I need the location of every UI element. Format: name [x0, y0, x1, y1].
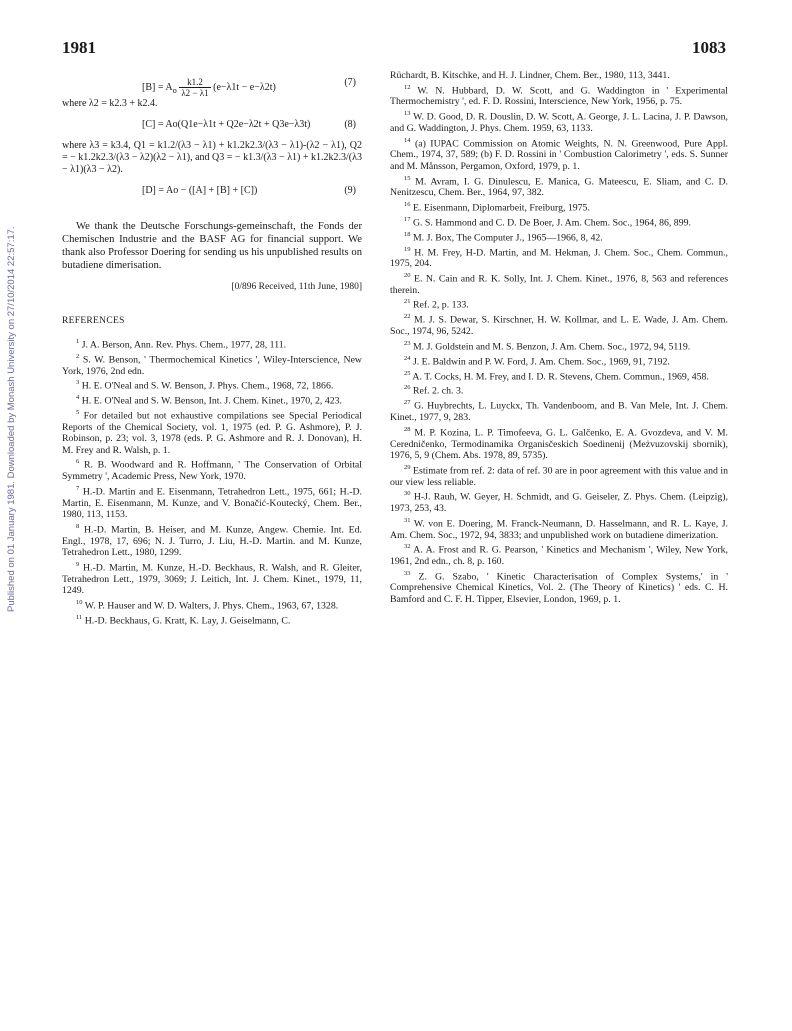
reference-text: Rüchardt, B. Kitschke, and H. J. Lindner, Chem. Ber., 1980, 113, 3441. [390, 70, 670, 81]
reference-number: 13 [404, 110, 411, 118]
reference-number: 9 [76, 561, 80, 569]
reference-text: Z. G. Szabo, ' Kinetic Characterisation of Complex Systems,' in ' Comprehensive Chemical Kinetics, Vol. 2. (The Theory of Kinetics) ' eds. C. H. Bamford and C. F. H. Tipper, Elsevier, London, 1969, p. 1. [390, 570, 729, 605]
equation-7-numerator: k1.2 [179, 77, 210, 88]
reference-item [390, 382, 728, 397]
reference-number: 15 [404, 174, 411, 182]
reference-number: 16 [404, 201, 411, 208]
reference-text: H. M. Frey, H-D. Martin, and M. Hekman, J. Chem. Soc., Chem. Commun., 1975, 204. [390, 246, 728, 270]
reference-text: R. B. Woodward and R. Hoffmann, ' The Conservation of Orbital Symmetry ', Academic Press, New York, 1970. [62, 459, 363, 483]
reference-text: W. N. Hubbard, D. W. Scott, and G. Waddington in ' Experimental Thermochemistry ', ed. F. D. Rossini, Interscience, New York, 1956, p. 75. [390, 84, 728, 108]
acknowledgement: We thank the Deutsche Forschungs-gemeinschaft, the Fonds der Chemischen Industrie and the BASF AG for financial support. We thank also Professor Doering for sending us his unpublished results on butadiene dimerisation. [62, 220, 362, 271]
reference-number: 32 [404, 543, 411, 551]
reference-item [390, 214, 728, 229]
references-list-right [390, 70, 728, 606]
reference-item [62, 612, 362, 627]
reference-item [62, 392, 362, 407]
reference-number: 30 [404, 490, 411, 498]
equation-7 [62, 72, 362, 98]
reference-item [390, 229, 728, 244]
reference-item [390, 568, 728, 606]
reference-text: G. Huybrechts, L. Luyckx, Th. Vandenboom, and B. Van Mele, Int. J. Chem. Kinet., 1977, 9, 283. [390, 400, 729, 424]
reference-item [390, 368, 728, 383]
reference-item [62, 336, 362, 351]
reference-number: 7 [76, 484, 80, 492]
reference-item [390, 515, 728, 541]
reference-text: M. Avram, I. G. Dinulescu, E. Manica, G. Mateescu, E. Sliam, and C. D. Nenitzescu, Chem. Ber., 1964, 97, 382. [390, 175, 728, 199]
reference-number: 33 [404, 569, 411, 577]
reference-number: 5 [76, 408, 80, 416]
reference-number: 25 [404, 369, 411, 377]
reference-number: 1 [76, 337, 80, 345]
reference-number: 14 [404, 136, 411, 144]
reference-text: W. D. Good, D. R. Douslin, D. W. Scott, A. George, J. L. Lacina, J. P. Dawson, and G. Waddington, J. Phys. Chem. 1959, 63, 1133. [390, 111, 728, 134]
reference-item [62, 559, 362, 597]
reference-text: Ref. 2, p. 133. [412, 299, 469, 311]
equation-9 [62, 180, 362, 202]
reference-text: Estimate from ref. 2: data of ref. 30 are in poor agreement with this value and in our view less reliable. [390, 465, 728, 488]
reference-text: M. J. Box, The Computer J., 1965—1966, 8, 42. [412, 231, 603, 243]
reference-number: 28 [404, 425, 411, 433]
references-heading: REFERENCES [62, 315, 125, 326]
reference-item [390, 270, 728, 296]
reference-text: J. E. Baldwin and P. W. Ford, J. Am. Chem. Soc., 1969, 91, 7192. [412, 355, 670, 367]
reference-item [62, 597, 362, 612]
reference-number: 24 [404, 354, 411, 362]
reference-number: 29 [404, 463, 411, 471]
page-number: 1083 [692, 38, 726, 57]
reference-text: A. T. Cocks, H. M. Frey, and I. D. R. Stevens, Chem. Commun., 1969, 458. [412, 370, 709, 382]
equation-7-rhs: (e−λ1t − e−λ2t) [213, 81, 276, 93]
reference-text: S. W. Benson, ' Thermochemical Kinetics ', Wiley-Interscience, New York, 1976, 2nd edn. [62, 353, 363, 377]
reference-number: 8 [76, 522, 80, 530]
reference-item [390, 462, 728, 488]
reference-item [390, 108, 728, 134]
equation-7-lhs: [B] = A [142, 81, 173, 93]
reference-text: H.-D. Martin, M. Kunze, H.-D. Beckhaus, R. Walsh, and R. Gleiter, Tetrahedron Lett., 1979, 3069; J. Leitich, Int. J. Chem. Kinet., 1979, 11, 1249. [62, 562, 362, 597]
equation-8-body: [C] = Ao(Q1e−λ1t + Q2e−λ2t + Q3e−λ3t) [142, 118, 311, 130]
left-column [62, 70, 362, 627]
reference-item [62, 377, 362, 392]
equation-7-denominator: λ2 − λ1 [181, 88, 209, 98]
journal-year: 1981 [62, 38, 96, 57]
reference-number: 3 [76, 379, 80, 387]
references-list-left [62, 336, 362, 627]
reference-number: 6 [76, 458, 80, 466]
reference-number: 19 [404, 245, 411, 253]
reference-item [390, 311, 728, 337]
reference-text: J. A. Berson, Ann. Rev. Phys. Chem., 1977, 28, 111. [81, 339, 287, 351]
reference-text: G. S. Hammond and C. D. De Boer, J. Am. Chem. Soc., 1964, 86, 899. [412, 217, 691, 229]
reference-number: 26 [404, 384, 411, 392]
reference-text: H. E. O'Neal and S. W. Benson, Int. J. Chem. Kinet., 1970, 2, 423. [81, 395, 342, 407]
reference-text: W. von E. Doering, M. Franck-Neumann, D. Hasselmann, and R. L. Kaye, J. Am. Chem. Soc., 1972, 94, 3833; and unpublished work on butadiene dimerization. [390, 517, 728, 541]
received-date: [0/896 Received, 11th June, 1980] [231, 282, 362, 292]
reference-number: 23 [404, 339, 411, 347]
reference-number: 22 [404, 313, 411, 321]
where-lambda2: where λ2 = k2.3 + k2.4. [62, 98, 158, 109]
equation-7-fraction [179, 77, 210, 98]
reference-text: (a) IUPAC Commission on Atomic Weights, N. N. Greenwood, Pure Appl. Chem., 1974, 37, 589; (b) F. D. Rossini in ' Combustion Calorimetry ', eds. S. Sunner and M. Månsson, Pergamon, Oxford, 1979, p. 1. [390, 137, 728, 172]
reference-text: E. Eisenmann, Diplomarbeit, Freiburg, 1975. [412, 202, 590, 214]
reference-item [62, 407, 362, 457]
reference-text: W. P. Hauser and W. D. Walters, J. Phys. Chem., 1963, 67, 1328. [84, 600, 339, 612]
reference-text: E. N. Cain and R. K. Solly, Int. J. Chem. Kinet., 1976, 8, 563 and references therein. [390, 273, 729, 296]
reference-number: 20 [404, 272, 411, 280]
reference-text: Ref. 2. ch. 3. [412, 385, 464, 397]
reference-text: M. J. Goldstein and M. S. Benzon, J. Am. Chem. Soc., 1972, 94, 5119. [412, 341, 691, 353]
reference-text: H. E. O'Neal and S. W. Benson, J. Phys. Chem., 1968, 72, 1866. [81, 380, 334, 392]
reference-item [390, 296, 728, 311]
reference-item [390, 353, 728, 368]
publication-watermark: Published on 01 January 1981. Downloaded by Monash University on 27/10/2014 22:57:17. [6, 226, 17, 612]
reference-item [390, 173, 728, 199]
equation-9-number: (9) [344, 184, 356, 196]
reference-item [390, 397, 728, 423]
reference-number: 21 [404, 298, 411, 306]
reference-number: 17 [404, 215, 411, 223]
reference-text: A. A. Frost and R. G. Pearson, ' Kinetics and Mechanism ', Wiley, New York, 1961, 2nd edn., ch. 8, p. 160. [390, 544, 728, 567]
reference-item [390, 244, 728, 270]
equation-7-sub: o [172, 85, 177, 95]
reference-item [390, 82, 728, 108]
where-lambda3: where λ3 = k3.4, Q1 = k1.2/(λ3 − λ1) + k1.2k2.3/(λ3 − λ1)-(λ2 − λ1), Q2 = − k1.2k2.3/(λ3 − λ2)(λ2 − λ1), and Q3 = − k1.3/(λ3 − λ1) + k1.2k2.3/(λ3 − λ1)(λ3 − λ2). [62, 139, 362, 175]
reference-number: 31 [404, 516, 411, 524]
reference-item [390, 135, 728, 173]
reference-item [390, 424, 728, 462]
reference-text: For detailed but not exhaustive compilations see Special Periodical Reports of the Chemical Society, vol. 1, 1975 (ed. P. G. Ashmore), P. J. Robinson, p. 23; vol. 3, 1978 (eds. P. G. Ashmore and R. J. Donovan), H. M. Frey and R. Walsh, p. 1. [62, 410, 362, 456]
reference-text: M. P. Kozina, L. P. Timofeeva, G. L. Galčenko, E. A. Gvozdeva, and V. M. Ceredničenko, Termodinamika Organisčeskich Soedinenij (Meżvuzovskij sbornik), 1976, 5, 9 (Chem. Abs. 1978, 89, 5735). [390, 426, 728, 462]
reference-item [390, 70, 728, 82]
reference-item [62, 456, 362, 482]
reference-text: H.-D. Martin and E. Eisenmann, Tetrahedron Lett., 1975, 661; H.-D. Martin, E. Eisenmann, M. Kunze, and V. Bonačić-Koutecký, Chem. Ber., 1980, 113, 1153. [62, 486, 362, 521]
reference-number: 2 [76, 352, 80, 360]
reference-number: 27 [404, 399, 411, 407]
equation-8-number: (8) [344, 118, 356, 130]
reference-item [390, 488, 728, 514]
reference-item [62, 351, 362, 377]
equation-8 [62, 114, 362, 136]
reference-item [62, 483, 362, 521]
reference-item [62, 521, 362, 559]
reference-item [390, 338, 728, 353]
reference-text: H-J. Rauh, W. Geyer, H. Schmidt, and G. Geiseler, Z. Phys. Chem. (Leipzig), 1973, 253, 43. [390, 491, 728, 515]
reference-number: 4 [76, 393, 80, 401]
equation-9-body: [D] = Ao − ([A] + [B] + [C]) [142, 184, 258, 196]
reference-text: H.-D. Beckhaus, G. Kratt, K. Lay, J. Geiselmann, C. [84, 615, 291, 627]
reference-item [390, 541, 728, 567]
reference-text: M. J. S. Dewar, S. Kirschner, H. W. Kollmar, and L. E. Wade, J. Am. Chem. Soc., 1974, 96, 5242. [390, 314, 729, 338]
reference-text: H.-D. Martin, B. Heiser, and M. Kunze, Angew. Chemie. Int. Ed. Engl., 1978, 17, 696; N. J. Turro, J. Liu, H.-D. Martin. and M. Kunze, Tetrahedron Lett., 1980, 1299. [62, 524, 362, 559]
reference-number: 18 [404, 230, 411, 238]
reference-number: 10 [76, 599, 83, 607]
reference-number: 11 [76, 613, 83, 621]
right-column [390, 70, 728, 606]
equation-7-number: (7) [344, 77, 356, 88]
reference-number: 12 [404, 83, 411, 91]
reference-item [390, 199, 728, 214]
